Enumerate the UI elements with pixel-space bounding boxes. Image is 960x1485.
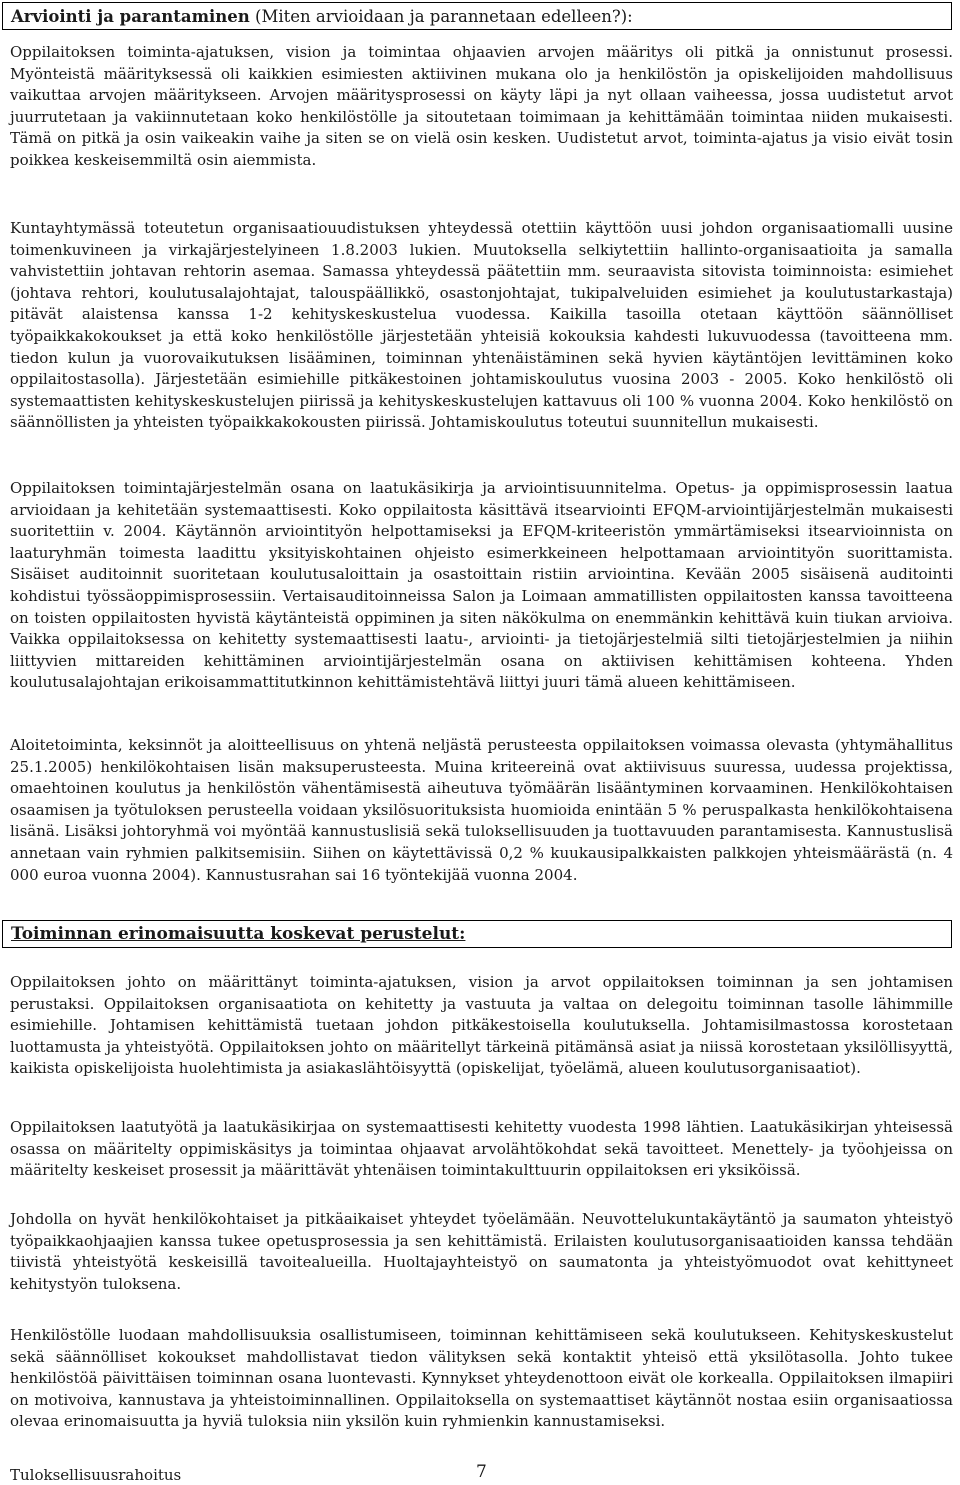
- footer-page-number: 7: [476, 1462, 487, 1482]
- paragraph-quality-handbook: Oppilaitoksen laatutyötä ja laatukäsikirjaa on systemaattisesti kehitetty vuodesta 1998 lähtien. Laatukäsikirjan yhteisessä osassa on määritelty oppimiskäsitys ja toimintaa ohjaavat arvolähtökohdat sekä tavoitteet. Menettely- ja työohjeissa on määritelty keskeiset prosessit ja määrittävät yhtenäisen toimintakulttuurin oppilaitoksen eri yksiköissä.: [10, 1118, 953, 1180]
- paragraph-management-vision: Oppilaitoksen johto on määrittänyt toiminta-ajatuksen, vision ja arvot oppilaitoksen toiminnan ja sen johtamisen perustaksi. Oppilaitoksen organisaatiota on kehitetty ja vastuuta ja valtaa on delegoitu toiminnan tasolle lähimmille esimiehille. Johtamisen kehittämistä tuetaan johdon pitkäkestoisella koulutuksella. Johtamisilmastossa korostetaan luottamusta ja yhteistyötä. Oppilaitoksen johto on määritellyt tärkeinä pitämänsä asiat ja niissä korostetaan yksilöllisyyttä, kaikista opiskelijoista huolehtimista ja asiakaslähtöisyyttä (opiskelijat, työelämä, alueen koulutusorganisaatiot).: [10, 973, 953, 1078]
- paragraph-quality-system: Oppilaitoksen toimintajärjestelmän osana on laatukäsikirja ja arviointisuunnitelma. Opetus- ja oppimisprosessin laatua arvioidaan ja kehitetään systemaattisesti. Koko oppilaitosta käsittävä itsearviointi EFQM-arviointijärjestelmän mukaisesti suoritettiin v. 2004. Käytännön arviointityön helpottamiseksi ja EFQM-kriteeristön ymmärtämiseksi itsearvioinnista on laaturyhmän toimesta laadittu yksityiskohtainen ohjeisto esimerkkeineen helpottamaan arviointityön suorittamista. Sisäiset auditoinnit suoritetaan koulutusaloittain ja osastoittain ristiin arviointina. Kevään 2005 sisäisenä auditointi kohdistui työssäoppimisprosessiin. Vertaisauditoinneissa Salon ja Loimaan ammatillisten oppilaitosten kanssa tavoitteena on toisten oppilaitosten hyvistä käytänteistä oppiminen ja siten näkökulma on enemmänkin kehittävä kuin tiukan arvioiva. Vaikka oppilaitoksessa on kehitetty systemaattisesti laatu-, arviointi- ja tietojärjestelmiä silti tietojärjestelmien ja niihin liittyvien mittareiden kehittäminen arviointijärjestelmän osana on aktiivisen kehittämisen kohteena. Yhden koulutusalajohtajan erikoisammattitutkinnon kehittämistehtävä liittyi juuri tämä alueen kehittämiseen.: [10, 479, 953, 692]
- paragraph-staff-participation: Henkilöstölle luodaan mahdollisuuksia osallistumiseen, toiminnan kehittämiseen sekä koulutukseen. Kehityskeskustelut sekä säännölliset kokoukset mahdollistavat tiedon välityksen sekä kontaktit yhteisö että yksilötasolla. Johto tukee henkilöstöä päivittäisen toiminnan osana luontevasti. Kynnykset yhteydenottoon eivät ole korkealla. Oppilaitoksen ilmapiiri on motivoiva, kannustava ja yhteistoiminnallinen. Oppilaitoksella on systemaattiset käytännöt nostaa esiin organisaatiossa olevaa erinomaisuutta ja hyviä tuloksia niin yksilön kuin ryhmienkin kannustamiseksi.: [10, 1326, 953, 1431]
- excellence-heading-title: Toiminnan erinomaisuutta koskevat perustelut:: [11, 924, 466, 944]
- paragraph-values-definition: Oppilaitoksen toiminta-ajatuksen, vision ja toimintaa ohjaavien arvojen määritys oli pitkä ja onnistunut prosessi. Myönteistä määrityksessä oli kaikkien esimiesten aktiivinen mukana olo ja henkilöstön ja opiskelijoiden mahdollisuus vaikuttaa arvojen määritykseen. Arvojen määritysprosessi on käyty läpi ja nyt ollaan vaiheessa, jossa uudistetut arvot juurrutetaan ja vakiinnutetaan koko henkilöstölle ja sitoutetaan toimimaan ja kehittämään toimintaa niiden mukaisesti. Tämä on pitkä ja osin vaikeakin vaihe ja siten se on vielä osin kesken. Uudistetut arvot, toiminta-ajatus ja visio eivät tosin poikkea keskeisemmiltä osin aiemmista.: [10, 43, 953, 169]
- paragraph-working-life: Johdolla on hyvät henkilökohtaiset ja pitkäaikaiset yhteydet työelämään. Neuvottelukuntakäytäntö ja saumaton yhteistyö työpaikkaohjaajien kanssa tukee opetusprosessia ja sen kehittämistä. Erilaisten koulutusorganisaatioiden kanssa tehdään tiivistä yhteistyötä keskeisillä tavoitealueilla. Huoltajayhteistyö on saumatonta ja yhteistyömuodot ovat kehittyneet kehitystyön tuloksena.: [10, 1210, 953, 1293]
- paragraph-organisation-reform: Kuntayhtymässä toteutetun organisaatiouudistuksen yhteydessä otettiin käyttöön uusi johdon organisaatiomalli uusine toimenkuvineen ja virkajärjestelyineen 1.8.2003 lukien. Muutoksella selkiytettiin hallinto-organisaatioita ja samalla vahvistettiin johtavan rehtorin asemaa. Samassa yhteydessä päätettiin mm. seuraavista sitovista toiminnoista: esimiehet (johtava rehtori, koulutusalajohtajat, talouspäällikkö, osastonjohtajat, tukipalveluiden esimiehet ja koulutustarkastaja) pitävät alaistensa kanssa 1-2 kehityskeskustelua vuodessa. Kaikilla tasoilla otetaan käyttöön säännölliset työpaikkakokoukset ja että koko henkilöstölle järjestetään yhteisiä kokouksia kahdesti lukuvuodessa (tavoitteena mm. tiedon kulun ja vuorovaikutuksen lisääminen, toiminnan yhtenäistäminen sekä hyvien käytäntöjen levittäminen koko oppilaitostasolla). Järjestetään esimiehille pitkäkestoinen johtamiskoulutus vuosina 2003 - 2005. Koko henkilöstö oli systemaattisten kehityskeskustelujen piirissä ja kehityskeskustelujen kattavuus oli 100 % vuonna 2004. Koko henkilöstö on säännöllisten ja yhteisten työpaikkakokousten piirissä. Johtamiskoulutus toteutui suunnitellun mukaisesti.: [10, 219, 953, 432]
- excellence-heading-box: [2, 920, 952, 948]
- section-heading-title: Arviointi ja parantaminen: [11, 7, 250, 26]
- paragraph-initiatives-rewards: Aloitetoiminta, keksinnöt ja aloitteellisuus on yhtenä neljästä perusteesta oppilaitoksen voimassa olevasta (yhtymähallitus 25.1.2005) henkilökohtaisen lisän maksuperusteesta. Muina kriteereinä ovat aktiivisuus suuressa, uudessa projektissa, omaehtoinen koulutus ja henkilöstön vähentämisestä aiheutuva työmäärän lisääntyminen korvaaminen. Henkilökohtaisen osaamisen ja työtuloksen perusteella voidaan yksilösuorituksista huomioida enintään 5 % peruspalkasta henkilökohtaisena lisänä. Lisäksi johtoryhmä voi myöntää kannustuslisiä sekä tuloksellisuuden ja tuottavuuden parantamisesta. Kannustuslisä annetaan vain ryhmien palkitsemisiin. Siihen on käytettävissä 0,2 % kuukausipalkkaisten palkkojen yhteismäärästä (n. 4 000 euroa vuonna 2004). Kannustusrahan sai 16 työntekijää vuonna 2004.: [10, 736, 953, 884]
- section-heading-box: [2, 2, 952, 30]
- section-heading-subtitle: (Miten arvioidaan ja parannetaan edelleen?):: [249, 7, 633, 26]
- footer-document-title: Tuloksellisuusrahoitus: [10, 1466, 182, 1484]
